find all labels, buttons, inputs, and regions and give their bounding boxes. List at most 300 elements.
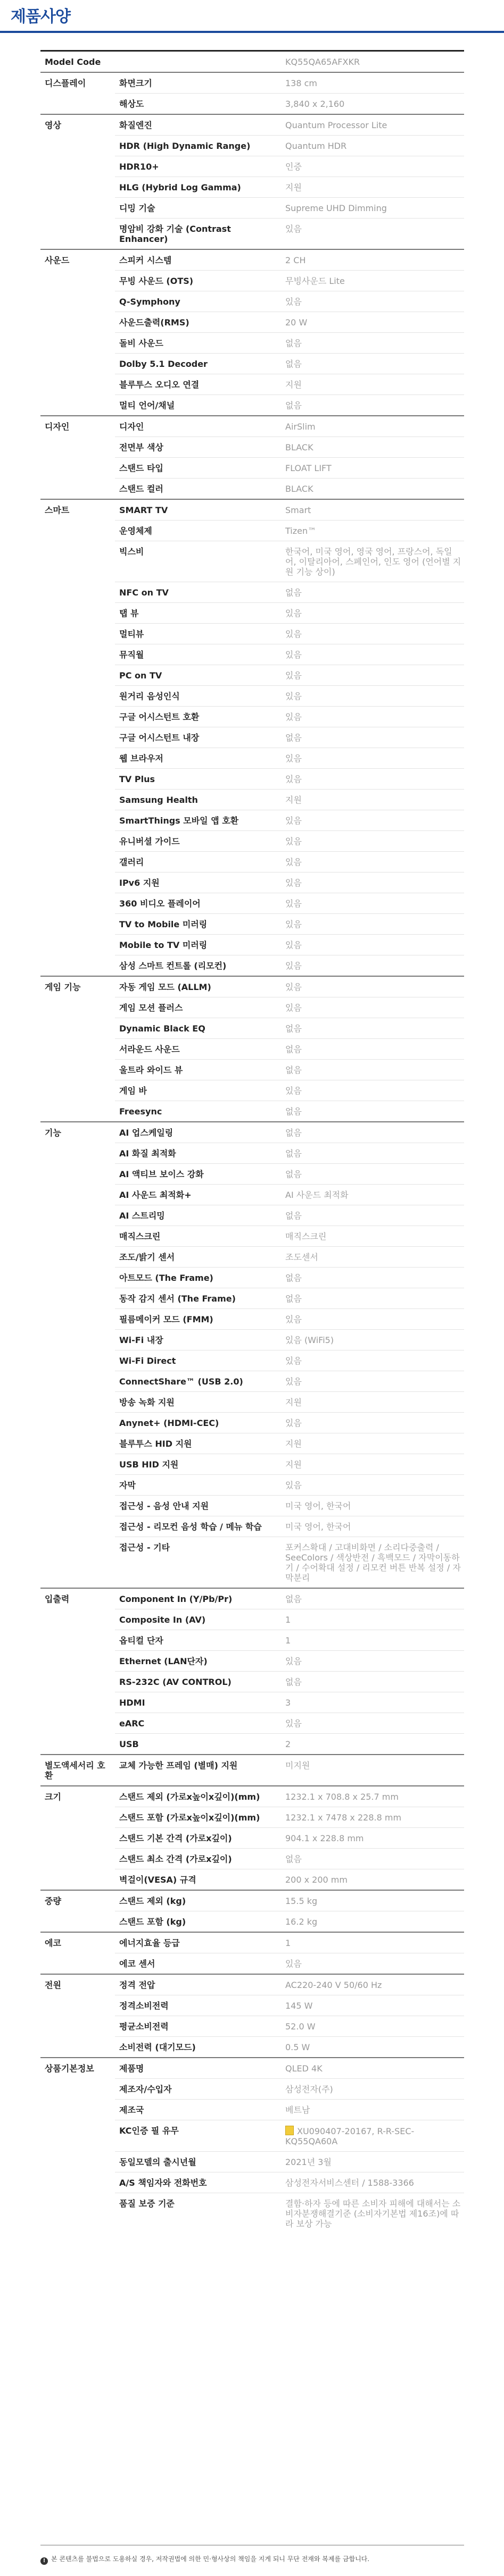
spec-label: 접근성 - 음성 안내 지원	[115, 1496, 281, 1516]
spec-value: 없음	[281, 1588, 464, 1609]
spec-value: Tizen™	[281, 521, 464, 541]
spec-label: 디밍 기술	[115, 198, 281, 219]
spec-label: 디자인	[115, 416, 281, 437]
spec-label: AI 화질 최적화	[115, 1143, 281, 1164]
spec-category: 크기	[40, 1786, 115, 1807]
spec-label: Dolby 5.1 Decoder	[115, 354, 281, 374]
spec-value: 있음	[281, 1475, 464, 1496]
spec-category	[40, 521, 115, 541]
spec-label: 스탠드 기본 간격 (가로x깊이)	[115, 1828, 281, 1849]
spec-value: 없음	[281, 1101, 464, 1122]
spec-category	[40, 395, 115, 416]
spec-label: Ethernet (LAN단자)	[115, 1651, 281, 1672]
spec-row	[40, 1537, 464, 1589]
spec-row	[40, 156, 464, 177]
spec-category	[40, 1454, 115, 1475]
spec-row	[40, 395, 464, 416]
spec-row	[40, 1371, 464, 1392]
spec-category	[40, 997, 115, 1018]
spec-label: 접근성 - 기타	[115, 1537, 281, 1589]
spec-category: 상품기본정보	[40, 2058, 115, 2079]
spec-row	[40, 1475, 464, 1496]
spec-value: 없음	[281, 1849, 464, 1869]
spec-value: 0.5 W	[281, 2037, 464, 2058]
spec-category	[40, 437, 115, 458]
spec-label: 스탠드 타입	[115, 458, 281, 479]
spec-category	[40, 2079, 115, 2100]
spec-row	[40, 219, 464, 250]
spec-label: Anynet+ (HDMI-CEC)	[115, 1413, 281, 1433]
spec-category	[40, 1911, 115, 1933]
spec-value: QLED 4K	[281, 2058, 464, 2079]
spec-row	[40, 790, 464, 810]
spec-row	[40, 872, 464, 893]
spec-value: 없음	[281, 1672, 464, 1692]
spec-value: 없음	[281, 395, 464, 416]
spec-value: 3,840 x 2,160	[281, 94, 464, 115]
spec-label: 사운드출력(RMS)	[115, 312, 281, 333]
spec-row	[40, 852, 464, 872]
spec-row	[40, 1454, 464, 1475]
spec-row	[40, 644, 464, 665]
spec-value: 1232.1 x 7478 x 228.8 mm	[281, 1807, 464, 1828]
spec-category	[40, 219, 115, 250]
spec-category	[40, 2100, 115, 2120]
spec-label: 필름메이커 모드 (FMM)	[115, 1309, 281, 1330]
spec-label: IPv6 지원	[115, 872, 281, 893]
page-title: 제품사양	[11, 7, 70, 26]
spec-value: Quantum HDR	[281, 136, 464, 156]
spec-row	[40, 1807, 464, 1828]
spec-value: 있음 (WiFi5)	[281, 1330, 464, 1350]
spec-value: 없음	[281, 1122, 464, 1143]
spec-category	[40, 1039, 115, 1060]
spec-label: USB HID 지원	[115, 1454, 281, 1475]
copyright-notice	[40, 2545, 464, 2565]
spec-row	[40, 249, 464, 271]
spec-label: 화질엔진	[115, 114, 281, 136]
spec-label: 자동 게임 모드 (ALLM)	[115, 976, 281, 997]
spec-category	[40, 1953, 115, 1975]
spec-category	[40, 935, 115, 955]
spec-label: 자막	[115, 1475, 281, 1496]
spec-label: 정격소비전력	[115, 1995, 281, 2016]
spec-category	[40, 831, 115, 852]
spec-row	[40, 1309, 464, 1330]
spec-label: Component In (Y/Pb/Pr)	[115, 1588, 281, 1609]
spec-label: HDR10+	[115, 156, 281, 177]
spec-row	[40, 707, 464, 727]
spec-label: 교체 가능한 프레임 (별매) 지원	[115, 1755, 281, 1786]
spec-label: 스탠드 제외 (가로x높이x깊이)(mm)	[115, 1786, 281, 1807]
spec-row	[40, 2193, 464, 2234]
spec-value: 결함·하자 등에 따른 소비자 피해에 대해서는 소비자분쟁해결기준 (소비자기본법 제16조)에 따라 보상 가능	[281, 2193, 464, 2234]
spec-label: 스탠드 포함 (가로x높이x깊이)(mm)	[115, 1807, 281, 1828]
spec-label: AI 스트리밍	[115, 1205, 281, 1226]
spec-category	[40, 354, 115, 374]
spec-label: 스피커 시스템	[115, 249, 281, 271]
spec-label: 운영체제	[115, 521, 281, 541]
spec-value: 있음	[281, 707, 464, 727]
spec-row	[40, 291, 464, 312]
spec-label: 정격 전압	[115, 1974, 281, 1995]
spec-category	[40, 156, 115, 177]
spec-category	[40, 1869, 115, 1891]
spec-row	[40, 198, 464, 219]
spec-row	[40, 997, 464, 1018]
spec-row	[40, 1143, 464, 1164]
spec-value: 있음	[281, 831, 464, 852]
spec-category	[40, 1101, 115, 1122]
spec-label: 스탠드 제외 (kg)	[115, 1890, 281, 1911]
spec-label: Mobile to TV 미러링	[115, 935, 281, 955]
spec-row	[40, 1018, 464, 1039]
spec-value: 있음	[281, 291, 464, 312]
spec-row	[40, 1392, 464, 1413]
spec-value: 145 W	[281, 1995, 464, 2016]
spec-category	[40, 1080, 115, 1101]
spec-row	[40, 499, 464, 521]
spec-category: 디자인	[40, 416, 115, 437]
spec-row	[40, 624, 464, 644]
spec-label: 울트라 와이드 뷰	[115, 1060, 281, 1080]
spec-value: 52.0 W	[281, 2016, 464, 2037]
spec-value: 1	[281, 1630, 464, 1651]
spec-category	[40, 1630, 115, 1651]
spec-value: 있음	[281, 997, 464, 1018]
spec-category	[40, 2120, 115, 2152]
spec-value: 904.1 x 228.8 mm	[281, 1828, 464, 1849]
spec-row	[40, 1496, 464, 1516]
spec-row	[40, 1039, 464, 1060]
spec-category	[40, 1475, 115, 1496]
spec-label: SmartThings 모바일 앱 호환	[115, 810, 281, 831]
spec-value: 인증	[281, 156, 464, 177]
spec-label: 360 비디오 플레이어	[115, 893, 281, 914]
spec-row	[40, 603, 464, 624]
spec-row	[40, 1268, 464, 1288]
spec-value: 있음	[281, 603, 464, 624]
spec-category	[40, 1226, 115, 1247]
spec-category	[40, 2037, 115, 2058]
spec-label: 스탠드 포함 (kg)	[115, 1911, 281, 1933]
spec-value: 138 cm	[281, 72, 464, 94]
spec-label: 평균소비전력	[115, 2016, 281, 2037]
spec-row	[40, 333, 464, 354]
spec-row	[40, 2058, 464, 2079]
spec-label: 동작 감지 센서 (The Frame)	[115, 1288, 281, 1309]
model-code-value: KQ55QA65AFXKR	[285, 57, 360, 67]
spec-category	[40, 1995, 115, 2016]
spec-table-wrapper	[40, 50, 464, 2234]
spec-value: 무빙사운드 Lite	[281, 271, 464, 291]
spec-category: 입출력	[40, 1588, 115, 1609]
spec-row	[40, 1713, 464, 1734]
spec-category	[40, 810, 115, 831]
spec-category	[40, 686, 115, 707]
spec-row	[40, 1226, 464, 1247]
spec-category	[40, 727, 115, 748]
spec-category	[40, 1309, 115, 1330]
title-divider	[0, 31, 504, 33]
spec-row	[40, 1995, 464, 2016]
spec-label: Samsung Health	[115, 790, 281, 810]
spec-label: 빅스비	[115, 541, 281, 582]
spec-value: AI 사운드 최적화	[281, 1185, 464, 1205]
spec-category	[40, 1496, 115, 1516]
spec-label: AI 업스케일링	[115, 1122, 281, 1143]
spec-label: 멀티 언어/채널	[115, 395, 281, 416]
spec-row	[40, 893, 464, 914]
spec-category	[40, 177, 115, 198]
spec-row	[40, 271, 464, 291]
spec-label: 명암비 강화 기술 (Contrast Enhancer)	[115, 219, 281, 250]
spec-row	[40, 1247, 464, 1268]
spec-row	[40, 914, 464, 935]
spec-category	[40, 872, 115, 893]
spec-label: TV to Mobile 미러링	[115, 914, 281, 935]
spec-label: 돌비 사운드	[115, 333, 281, 354]
spec-label: 동일모델의 출시년월	[115, 2152, 281, 2172]
spec-label: 옵티컬 단자	[115, 1630, 281, 1651]
spec-row	[40, 1869, 464, 1891]
spec-value: 베트남	[281, 2100, 464, 2120]
spec-row	[40, 1932, 464, 1953]
spec-label: 탭 뷰	[115, 603, 281, 624]
info-icon: !	[40, 2557, 48, 2565]
spec-label: HDR (High Dynamic Range)	[115, 136, 281, 156]
spec-category	[40, 1651, 115, 1672]
spec-label: RS-232C (AV CONTROL)	[115, 1672, 281, 1692]
spec-label: 무빙 사운드 (OTS)	[115, 271, 281, 291]
spec-category: 스마트	[40, 499, 115, 521]
spec-category: 영상	[40, 114, 115, 136]
spec-category: 전원	[40, 1974, 115, 1995]
spec-row	[40, 665, 464, 686]
spec-value: 있음	[281, 852, 464, 872]
spec-value: BLACK	[281, 479, 464, 500]
spec-row	[40, 1413, 464, 1433]
spec-row	[40, 374, 464, 395]
spec-value: 1232.1 x 708.8 x 25.7 mm	[281, 1786, 464, 1807]
spec-category: 중량	[40, 1890, 115, 1911]
spec-label: HLG (Hybrid Log Gamma)	[115, 177, 281, 198]
spec-row	[40, 437, 464, 458]
spec-value: 없음	[281, 1060, 464, 1080]
spec-row	[40, 177, 464, 198]
spec-row	[40, 1692, 464, 1713]
spec-row	[40, 1433, 464, 1454]
spec-label: Composite In (AV)	[115, 1609, 281, 1630]
spec-category	[40, 271, 115, 291]
spec-value: Smart	[281, 499, 464, 521]
spec-category	[40, 1672, 115, 1692]
spec-category	[40, 1371, 115, 1392]
spec-category	[40, 1433, 115, 1454]
spec-row	[40, 1672, 464, 1692]
spec-row	[40, 2100, 464, 2120]
spec-row	[40, 935, 464, 955]
spec-category: 기능	[40, 1122, 115, 1143]
spec-category	[40, 624, 115, 644]
spec-row	[40, 1609, 464, 1630]
spec-row	[40, 810, 464, 831]
spec-category	[40, 1392, 115, 1413]
spec-label: SMART TV	[115, 499, 281, 521]
spec-table-body	[40, 52, 464, 2234]
spec-category	[40, 665, 115, 686]
spec-category	[40, 1268, 115, 1288]
spec-value: 없음	[281, 333, 464, 354]
spec-label: 에너지효율 등급	[115, 1932, 281, 1953]
spec-value: 없음	[281, 354, 464, 374]
spec-category	[40, 1247, 115, 1268]
spec-value: 한국어, 미국 영어, 영국 영어, 프랑스어, 독일어, 이탈리아어, 스페인어, 인도 영어 (언어별 지원 기능 상이)	[281, 541, 464, 582]
spec-value: 있음	[281, 769, 464, 790]
spec-row	[40, 2079, 464, 2100]
spec-label: 갤러리	[115, 852, 281, 872]
spec-label: Wi-Fi 내장	[115, 1330, 281, 1350]
spec-label: 뮤직월	[115, 644, 281, 665]
spec-category	[40, 94, 115, 115]
spec-value: 있음	[281, 1651, 464, 1672]
spec-row	[40, 72, 464, 94]
spec-row	[40, 1330, 464, 1350]
spec-label: 아트모드 (The Frame)	[115, 1268, 281, 1288]
spec-value: 있음	[281, 624, 464, 644]
spec-label: 전면부 색상	[115, 437, 281, 458]
spec-label: 매직스크린	[115, 1226, 281, 1247]
spec-label: AI 액티브 보이스 강화	[115, 1164, 281, 1185]
spec-category	[40, 2172, 115, 2193]
spec-category	[40, 1849, 115, 1869]
spec-row	[40, 541, 464, 582]
spec-label: 제품명	[115, 2058, 281, 2079]
spec-label: 서라운드 사운드	[115, 1039, 281, 1060]
spec-value: 200 x 200 mm	[281, 1869, 464, 1891]
spec-category: 사운드	[40, 249, 115, 271]
spec-value: 1	[281, 1609, 464, 1630]
spec-label: 블루투스 HID 지원	[115, 1433, 281, 1454]
spec-row	[40, 2037, 464, 2058]
spec-row	[40, 1122, 464, 1143]
spec-row	[40, 1350, 464, 1371]
spec-category	[40, 291, 115, 312]
spec-label: Freesync	[115, 1101, 281, 1122]
spec-row	[40, 1890, 464, 1911]
spec-label: 조도/밝기 센서	[115, 1247, 281, 1268]
spec-value: 매직스크린	[281, 1226, 464, 1247]
spec-category	[40, 769, 115, 790]
spec-value: 삼성전자(주)	[281, 2079, 464, 2100]
spec-category	[40, 603, 115, 624]
spec-value: 있음	[281, 935, 464, 955]
spec-category	[40, 1692, 115, 1713]
spec-category	[40, 1350, 115, 1371]
kc-certification-icon	[285, 2126, 294, 2135]
spec-value: 지원	[281, 374, 464, 395]
spec-label: Wi-Fi Direct	[115, 1350, 281, 1371]
spec-row	[40, 2016, 464, 2037]
spec-value: BLACK	[281, 437, 464, 458]
spec-row	[40, 727, 464, 748]
spec-label: USB	[115, 1734, 281, 1755]
spec-row	[40, 1288, 464, 1309]
spec-label: NFC on TV	[115, 582, 281, 603]
spec-category	[40, 644, 115, 665]
spec-value: 2021년 3월	[281, 2152, 464, 2172]
spec-table	[40, 52, 464, 2234]
spec-row	[40, 1651, 464, 1672]
spec-category	[40, 707, 115, 727]
spec-label: 구글 어시스턴트 호환	[115, 707, 281, 727]
spec-row	[40, 1516, 464, 1537]
spec-label: 스탠드 최소 간격 (가로x깊이)	[115, 1849, 281, 1869]
spec-category	[40, 1164, 115, 1185]
spec-row	[40, 416, 464, 437]
spec-value: 지원	[281, 1454, 464, 1475]
spec-category	[40, 312, 115, 333]
spec-row	[40, 1734, 464, 1755]
spec-value: 없음	[281, 1143, 464, 1164]
spec-value: 15.5 kg	[281, 1890, 464, 1911]
kc-certification-value: XU090407-20167, R-R-SEC-KQ55QA60A	[285, 2126, 415, 2146]
spec-value: 있음	[281, 955, 464, 977]
spec-row	[40, 1755, 464, 1786]
spec-row	[40, 976, 464, 997]
spec-value: 16.2 kg	[281, 1911, 464, 1933]
spec-category: 디스플레이	[40, 72, 115, 94]
spec-value: 있음	[281, 1413, 464, 1433]
spec-label: 벽걸이(VESA) 규격	[115, 1869, 281, 1891]
spec-category	[40, 748, 115, 769]
spec-value: 조도센서	[281, 1247, 464, 1268]
spec-value: 20 W	[281, 312, 464, 333]
spec-value: Quantum Processor Lite	[281, 114, 464, 136]
spec-label: Dynamic Black EQ	[115, 1018, 281, 1039]
spec-category	[40, 1413, 115, 1433]
spec-value: 있음	[281, 686, 464, 707]
spec-value: 있음	[281, 914, 464, 935]
spec-value: Supreme UHD Dimming	[281, 198, 464, 219]
spec-label: 접근성 - 리모컨 음성 학습 / 메뉴 학습	[115, 1516, 281, 1537]
spec-category	[40, 1807, 115, 1828]
spec-value: AirSlim	[281, 416, 464, 437]
spec-row	[40, 354, 464, 374]
spec-value: 지원	[281, 790, 464, 810]
spec-row	[40, 2172, 464, 2193]
spec-label: eARC	[115, 1713, 281, 1734]
copyright-text: 본 콘텐츠를 불법으로 도용하실 경우, 저작권법에 의한 민·형사상의 책임을 지게 되니 무단 전재와 복제를 금합니다.	[51, 2555, 370, 2563]
spec-value: 있음	[281, 893, 464, 914]
spec-value: 있음	[281, 748, 464, 769]
spec-row	[40, 769, 464, 790]
spec-label: 방송 녹화 지원	[115, 1392, 281, 1413]
spec-value: 있음	[281, 872, 464, 893]
spec-row	[40, 1588, 464, 1609]
spec-row	[40, 955, 464, 977]
spec-row	[40, 1974, 464, 1995]
spec-row	[40, 582, 464, 603]
spec-row	[40, 1911, 464, 1933]
spec-label: 블루투스 오디오 연결	[115, 374, 281, 395]
spec-row	[40, 1849, 464, 1869]
spec-category	[40, 2016, 115, 2037]
spec-category	[40, 1734, 115, 1755]
spec-label: 제조자/수입자	[115, 2079, 281, 2100]
spec-category	[40, 1609, 115, 1630]
spec-label: ConnectShare™ (USB 2.0)	[115, 1371, 281, 1392]
